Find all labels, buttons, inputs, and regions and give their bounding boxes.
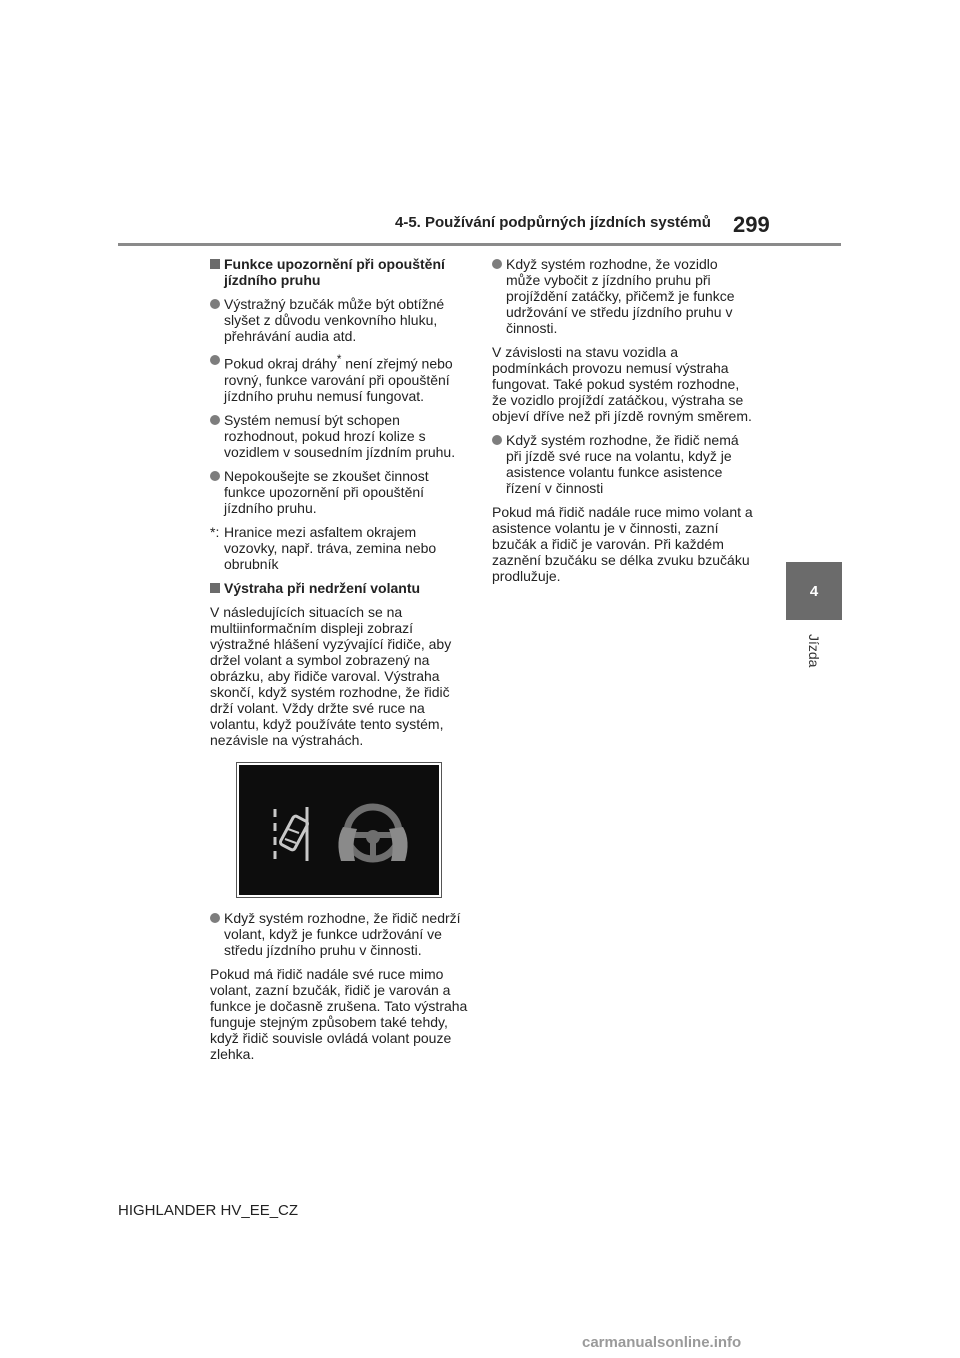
list-item xyxy=(210,352,472,404)
page-number: 299 xyxy=(733,212,770,237)
section-heading-hands-off-warning: Výstraha při nedržení volantu xyxy=(210,580,472,596)
watermark-link[interactable]: carmanualsonline.info xyxy=(582,1334,742,1351)
list-item: Když systém rozhodne, že řidič nedrží volant, když je funkce udržování ve středu jízdního pruhu v činnosti. xyxy=(210,910,472,958)
chapter-name: Jízda xyxy=(806,634,822,668)
list-item: Výstražný bzučák může být obtížné slyšet z důvodu venkovního hluku, přehrávání audia atd. xyxy=(210,296,472,344)
list-item: Systém nemusí být schopen rozhodnout, pokud hrozí kolize s vozidlem v sousedním jízdním pruhu. xyxy=(210,412,472,460)
footnote-marker: * xyxy=(336,353,342,366)
chapter-tab[interactable] xyxy=(786,562,842,620)
left-column xyxy=(210,256,472,1070)
warning-icons xyxy=(239,765,439,895)
steering-wheel-hands-icon xyxy=(338,807,407,861)
footnote xyxy=(210,524,472,572)
paragraph: V závislosti na stavu vozidla a podmínkách provozu nemusí výstraha fungovat. Také pokud systém rozhodne, že vozidlo projíždí zatáčkou, výstraha se objeví dříve než při jízdě rovným směrem. xyxy=(492,344,752,424)
multi-information-display xyxy=(239,765,439,895)
list-item: Když systém rozhodne, že vozidlo může vybočit z jízdního pruhu při projíždění zatáčky, přičemž je funkce udržování ve středu jízdního pruhu v činnosti. xyxy=(492,256,754,336)
display-illustration xyxy=(236,762,442,898)
section-title: 4-5. Používání podpůrných jízdních systémů xyxy=(395,214,711,231)
list-item-text: není zřejmý nebo rovný, funkce varování při opouštění jízdního pruhu nemusí fungovat. xyxy=(224,355,453,404)
footnote-text: Hranice mezi asfaltem okrajem vozovky, např. tráva, zemina nebo obrubník xyxy=(224,523,437,572)
footer-model: HIGHLANDER HV_EE_CZ xyxy=(118,1202,299,1219)
list-item: Nepokoušejte se zkoušet činnost funkce upozornění při opouštění jízdního pruhu. xyxy=(210,468,472,516)
paragraph: Pokud má řidič nadále své ruce mimo volant, zazní bzučák, řidič je varován a funkce je dočasně zrušena. Tato výstraha funguje stejným způsobem také tehdy, když řidič souvisle ovládá volant pouze zlehka. xyxy=(210,965,468,1062)
list-item: Když systém rozhodne, že řidič nemá při jízdě své ruce na volantu, když je asistence volantu funkce asistence řízení v činnosti xyxy=(492,432,754,496)
paragraph: Pokud má řidič nadále ruce mimo volant a asistence volantu je v činnosti, zazní bzučák a řidič je varován. Při každém zaznění bzučáku se délka zvuku bzučáku prodlužuje. xyxy=(492,504,753,584)
header-divider xyxy=(118,243,841,246)
lane-departure-icon xyxy=(275,807,309,861)
paragraph: V následujících situacích se na multiinformačním displeji zobrazí výstražné hlášení vyzývající řidiče, aby držel volant a symbol zobrazený na obrázku, aby řidiče varoval. Výstraha skončí, když systém rozhodne, že řidič drží volant. Vždy držte své ruce na volantu, když používáte tento systém, nezávisle na výstrahách. xyxy=(210,603,452,748)
right-column xyxy=(492,256,754,592)
footnote-mark: *: xyxy=(210,523,220,540)
chapter-number: 4 xyxy=(809,582,819,600)
section-heading-lane-departure: Funkce upozornění při opouštění jízdního pruhu xyxy=(210,256,472,288)
list-item-text: Pokud okraj dráhy xyxy=(224,355,337,372)
